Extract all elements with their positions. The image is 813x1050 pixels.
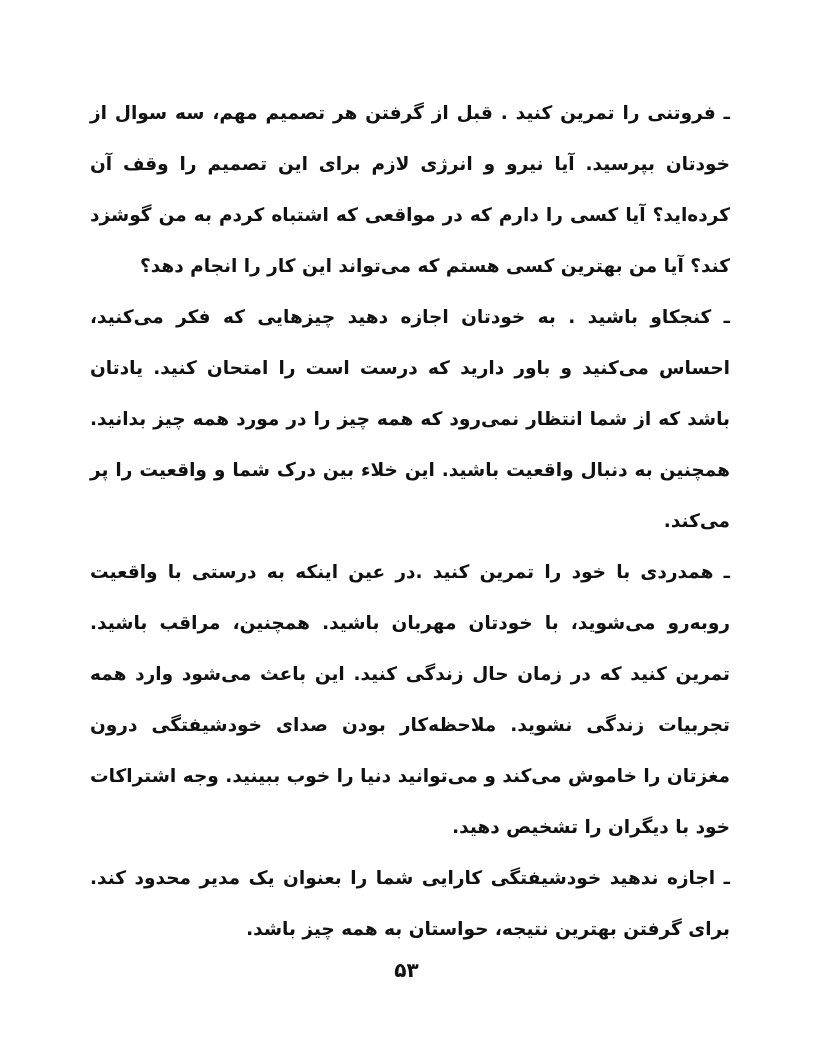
page-number: ۵۳ xyxy=(394,958,419,982)
paragraph-self-compassion: ـ همدردی با خود را تمرین کنید .در عین اینکه به درستی با واقعیت روبه‌رو می‌شوید، با خودتان مهربان باشید. همچنین، مراقب باشید. تمرین کنید که در زمان حال زندگی کنید. این باعث می‌شود وارد همه تجربیات زندگی نشوید. ملاحظه‌کار بودن صدای خودشیفتگی درون مغزتان را خاموش می‌کند و می‌توانید دنیا را خوب ببینید. وجه اشتراکات خود با دیگران را تشخیص دهید. xyxy=(90,562,730,838)
paragraph-curiosity: ـ کنجکاو باشید . به خودتان اجازه دهید چیزهایی که فکر می‌کنید، احساس می‌کنید و باور دارید که درست است را امتحان کنید. یادتان باشد که از شما انتظار نمی‌رود که همه چیز را در مورد همه چیز بدانید. همچنین به دنبال واقعیت باشید. این خلاء بین درک شما و واقعیت را پر می‌کند. xyxy=(90,307,730,532)
paragraph-narcissism-warning: ـ اجازه ندهید خودشیفتگی کارایی شما را بعنوان یک مدیر محدود کند. برای گرفتن بهترین نتیجه، حواستان به همه چیز باشد. xyxy=(90,868,730,940)
body-text xyxy=(90,88,730,955)
paragraph-humility: ـ فروتنی را تمرین کنید . قبل از گرفتن هر تصمیم مهم، سه سوال از خودتان بپرسید. آیا نیرو و انرژی لازم برای این تصمیم را وقف آن کرده‌اید؟ آیا کسی را دارم که در مواقعی که اشتباه کردم به من گوشزد کند؟ آیا من بهترین کسی هستم که می‌تواند این کار را انجام دهد؟ xyxy=(90,103,730,277)
